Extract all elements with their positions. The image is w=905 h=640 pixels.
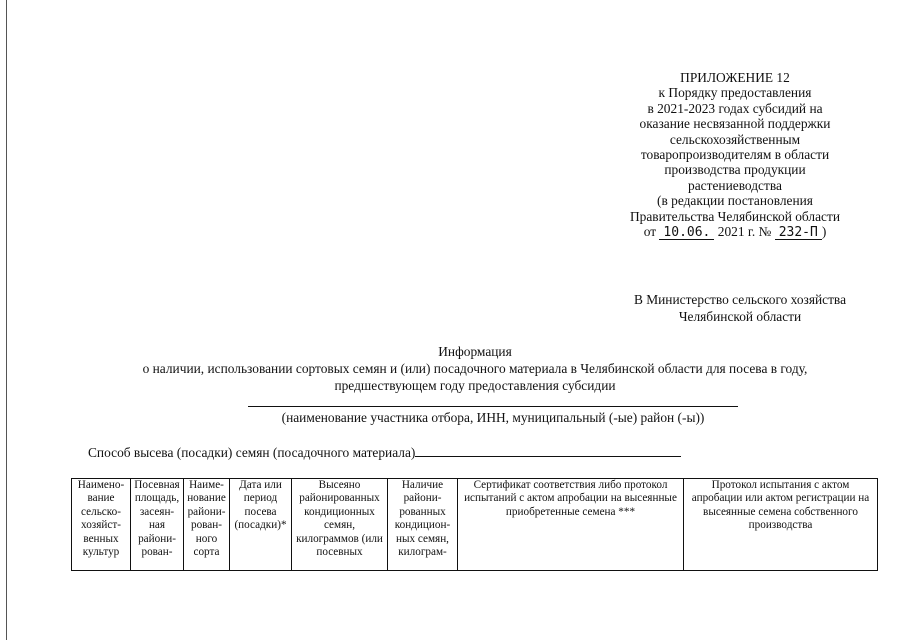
date-value: 10.06. <box>659 226 714 240</box>
header-cell-variety-name: Наиме-нование райони-рован-ного сорта <box>184 479 230 571</box>
appendix-line: в 2021-2023 годах субсидий на <box>647 100 823 116</box>
appendix-header <box>600 70 870 240</box>
appendix-line: товаропроизводителям в области <box>640 147 830 163</box>
appendix-line: к Порядку предоставления <box>658 85 812 101</box>
closing-paren: ) <box>821 224 827 240</box>
participant-fill-line <box>248 406 738 407</box>
header-cell-certificate: Сертификат соответствия либо протокол испытаний с актом апробации на высеянные приобретенные семена *** <box>458 479 684 571</box>
sowing-method-row <box>88 444 681 461</box>
header-cell-crop-name: Наимено-вание сельско-хозяйст-венных культур <box>72 479 131 571</box>
document-subtitle-line: предшествующем году предоставления субсидии <box>334 378 616 393</box>
header-cell-sowing-date: Дата или период посева (посадки)* <box>230 479 292 571</box>
decree-number: 232-П <box>775 226 822 240</box>
document-title: Информация <box>438 344 512 359</box>
appendix-line: ПРИЛОЖЕНИЕ 12 <box>680 70 790 85</box>
appendix-line: сельскохозяйственным <box>669 131 801 147</box>
scan-edge-line <box>6 0 7 640</box>
document-subtitle-line: о наличии, использовании сортовых семян и (или) посадочного материала в Челябинской области для посева в году, <box>142 361 808 376</box>
date-suffix: 2021 г. № <box>717 224 772 240</box>
addressee-line: В Министерство сельского хозяйства <box>633 292 847 307</box>
addressee-block <box>590 291 890 325</box>
appendix-line: Правительства Челябинской области <box>630 208 840 224</box>
sowing-method-fill-line <box>415 444 681 457</box>
appendix-date-line <box>600 224 870 240</box>
document-title-block <box>60 343 890 394</box>
table-header-row <box>72 479 878 571</box>
seed-info-table <box>71 478 878 571</box>
appendix-line: производства продукции <box>664 162 806 178</box>
header-cell-seeds-available: Наличие райони-рованных кондицион-ных семян, килограм- <box>388 479 458 571</box>
appendix-line: растениеводства <box>688 177 782 193</box>
appendix-line: оказание несвязанной поддержки <box>639 116 831 132</box>
participant-caption: (наименование участника отбора, ИНН, муниципальный (-ые) район (-ы)) <box>281 410 705 425</box>
header-cell-test-protocol: Протокол испытания с актом апробации или актом регистрации на высеянные семена собственного производства <box>684 479 878 571</box>
header-cell-sown-area: Посевная площадь, засеян-ная райони-рован- <box>131 479 184 571</box>
date-prefix: от <box>643 224 657 240</box>
sowing-method-label: Способ высева (посадки) семян (посадочного материала) <box>88 445 416 460</box>
header-cell-seeds-sown: Высеяно районированных кондиционных семян, килограммов (или посевных <box>292 479 388 571</box>
addressee-line: Челябинской области <box>678 309 802 324</box>
appendix-line: (в редакции постановления <box>657 193 813 209</box>
